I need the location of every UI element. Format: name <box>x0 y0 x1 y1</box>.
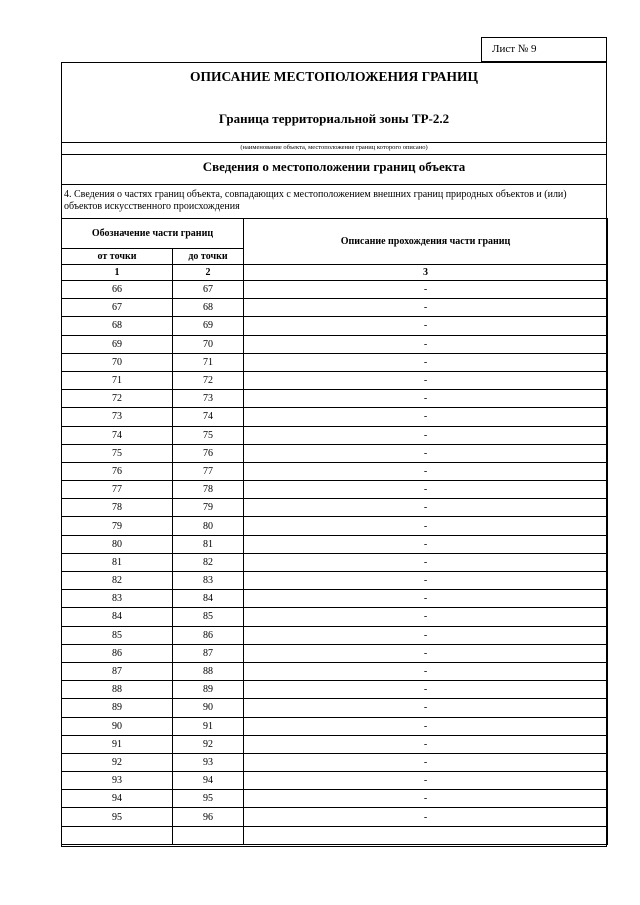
section-divider <box>62 184 606 185</box>
description-cell: - <box>244 699 608 717</box>
to-point-cell: 84 <box>173 590 244 608</box>
description-cell: - <box>244 808 608 826</box>
from-point-cell: 76 <box>62 462 173 480</box>
to-point-cell: 83 <box>173 572 244 590</box>
description-cell: - <box>244 535 608 553</box>
to-point-cell: 89 <box>173 681 244 699</box>
table-row <box>62 499 608 517</box>
description-cell: - <box>244 644 608 662</box>
from-point-cell: 68 <box>62 317 173 335</box>
column-number: 1 <box>62 265 173 281</box>
description-cell: - <box>244 717 608 735</box>
from-point-cell: 95 <box>62 808 173 826</box>
document-title: ОПИСАНИЕ МЕСТОПОЛОЖЕНИЯ ГРАНИЦ <box>190 69 478 84</box>
empty-cell <box>173 826 244 844</box>
description-cell: - <box>244 662 608 680</box>
description-cell: - <box>244 608 608 626</box>
to-point-cell: 81 <box>173 535 244 553</box>
description-cell: - <box>244 499 608 517</box>
description-cell: - <box>244 353 608 371</box>
table-row <box>62 444 608 462</box>
to-point-header: до точки <box>173 249 244 265</box>
description-cell: - <box>244 553 608 571</box>
table-row <box>62 662 608 680</box>
from-point-cell: 70 <box>62 353 173 371</box>
description-cell: - <box>244 371 608 389</box>
description-cell: - <box>244 681 608 699</box>
to-point-cell: 67 <box>173 281 244 299</box>
to-point-cell: 96 <box>173 808 244 826</box>
column-number: 2 <box>173 265 244 281</box>
from-point-cell: 72 <box>62 390 173 408</box>
from-point-cell: 90 <box>62 717 173 735</box>
table-row <box>62 335 608 353</box>
table-row <box>62 281 608 299</box>
from-point-cell: 92 <box>62 753 173 771</box>
from-point-cell: 73 <box>62 408 173 426</box>
description-cell: - <box>244 408 608 426</box>
from-point-cell: 69 <box>62 335 173 353</box>
from-point-cell: 74 <box>62 426 173 444</box>
empty-row <box>62 826 608 844</box>
from-point-cell: 86 <box>62 644 173 662</box>
from-point-cell: 78 <box>62 499 173 517</box>
table-row <box>62 353 608 371</box>
to-point-cell: 73 <box>173 390 244 408</box>
to-point-cell: 68 <box>173 299 244 317</box>
description-cell: - <box>244 772 608 790</box>
to-point-cell: 88 <box>173 662 244 680</box>
from-point-cell: 66 <box>62 281 173 299</box>
table-row <box>62 681 608 699</box>
object-name: Граница территориальной зоны ТР-2.2 <box>218 111 450 126</box>
description-cell: - <box>244 317 608 335</box>
table-row <box>62 462 608 480</box>
to-point-cell: 70 <box>173 335 244 353</box>
to-point-cell: 94 <box>173 772 244 790</box>
description-cell: - <box>244 753 608 771</box>
to-point-cell: 95 <box>173 790 244 808</box>
to-point-cell: 71 <box>173 353 244 371</box>
description-cell: - <box>244 517 608 535</box>
from-point-cell: 89 <box>62 699 173 717</box>
from-point-cell: 81 <box>62 553 173 571</box>
to-point-cell: 78 <box>173 481 244 499</box>
from-point-cell: 83 <box>62 590 173 608</box>
table-row <box>62 590 608 608</box>
table-row <box>62 772 608 790</box>
from-point-cell: 80 <box>62 535 173 553</box>
table-row <box>62 717 608 735</box>
to-point-cell: 82 <box>173 553 244 571</box>
to-point-cell: 86 <box>173 626 244 644</box>
table-row <box>62 644 608 662</box>
to-point-cell: 92 <box>173 735 244 753</box>
from-point-cell: 91 <box>62 735 173 753</box>
table-row <box>62 299 608 317</box>
object-name-underline <box>62 142 606 143</box>
description-cell: - <box>244 462 608 480</box>
table-row <box>62 790 608 808</box>
to-point-cell: 90 <box>173 699 244 717</box>
to-point-cell: 69 <box>173 317 244 335</box>
from-point-header: от точки <box>62 249 173 265</box>
from-point-cell: 71 <box>62 371 173 389</box>
to-point-cell: 75 <box>173 426 244 444</box>
empty-cell <box>244 826 608 844</box>
to-point-cell: 85 <box>173 608 244 626</box>
from-point-cell: 75 <box>62 444 173 462</box>
description-cell: - <box>244 735 608 753</box>
object-caption: (наименование объекта, местоположение границ которого описано) <box>240 144 428 151</box>
to-point-cell: 74 <box>173 408 244 426</box>
description-cell: - <box>244 590 608 608</box>
to-point-cell: 91 <box>173 717 244 735</box>
description-cell: - <box>244 281 608 299</box>
table-row <box>62 608 608 626</box>
to-point-cell: 93 <box>173 753 244 771</box>
table-row <box>62 390 608 408</box>
to-point-cell: 87 <box>173 644 244 662</box>
table-row <box>62 572 608 590</box>
table-row <box>62 317 608 335</box>
description-cell: - <box>244 335 608 353</box>
table-row <box>62 699 608 717</box>
from-point-cell: 79 <box>62 517 173 535</box>
table-row <box>62 517 608 535</box>
description-cell: - <box>244 426 608 444</box>
description-header: Описание прохождения части границ <box>244 219 608 265</box>
sheet-number <box>481 37 607 62</box>
to-point-cell: 79 <box>173 499 244 517</box>
from-point-cell: 87 <box>62 662 173 680</box>
to-point-cell: 72 <box>173 371 244 389</box>
table-row <box>62 408 608 426</box>
from-point-cell: 93 <box>62 772 173 790</box>
section-note: 4. Сведения о частях границ объекта, совпадающих с местоположением внешних границ природных объектов и (или) объектов искусственного происхождения <box>64 189 567 212</box>
boundary-parts-table <box>61 218 608 845</box>
from-point-cell: 84 <box>62 608 173 626</box>
sheet-number-label: Лист № 9 <box>492 43 537 55</box>
table-body <box>62 281 608 845</box>
description-cell: - <box>244 572 608 590</box>
table-row <box>62 735 608 753</box>
from-point-cell: 77 <box>62 481 173 499</box>
empty-cell <box>62 826 173 844</box>
table-row <box>62 535 608 553</box>
to-point-cell: 77 <box>173 462 244 480</box>
document-frame <box>61 62 607 847</box>
table-row <box>62 481 608 499</box>
to-point-cell: 76 <box>173 444 244 462</box>
group-header: Обозначение части границ <box>62 219 244 249</box>
description-cell: - <box>244 481 608 499</box>
description-cell: - <box>244 390 608 408</box>
column-number: 3 <box>244 265 608 281</box>
table-row <box>62 808 608 826</box>
table-row <box>62 371 608 389</box>
header-divider <box>62 154 606 155</box>
from-point-cell: 94 <box>62 790 173 808</box>
table-row <box>62 626 608 644</box>
description-cell: - <box>244 790 608 808</box>
from-point-cell: 88 <box>62 681 173 699</box>
description-cell: - <box>244 299 608 317</box>
description-cell: - <box>244 444 608 462</box>
from-point-cell: 82 <box>62 572 173 590</box>
from-point-cell: 85 <box>62 626 173 644</box>
from-point-cell: 67 <box>62 299 173 317</box>
description-cell: - <box>244 626 608 644</box>
table-row <box>62 553 608 571</box>
table-row <box>62 426 608 444</box>
section-title: Сведения о местоположении границ объекта <box>202 159 466 174</box>
table-row <box>62 753 608 771</box>
to-point-cell: 80 <box>173 517 244 535</box>
